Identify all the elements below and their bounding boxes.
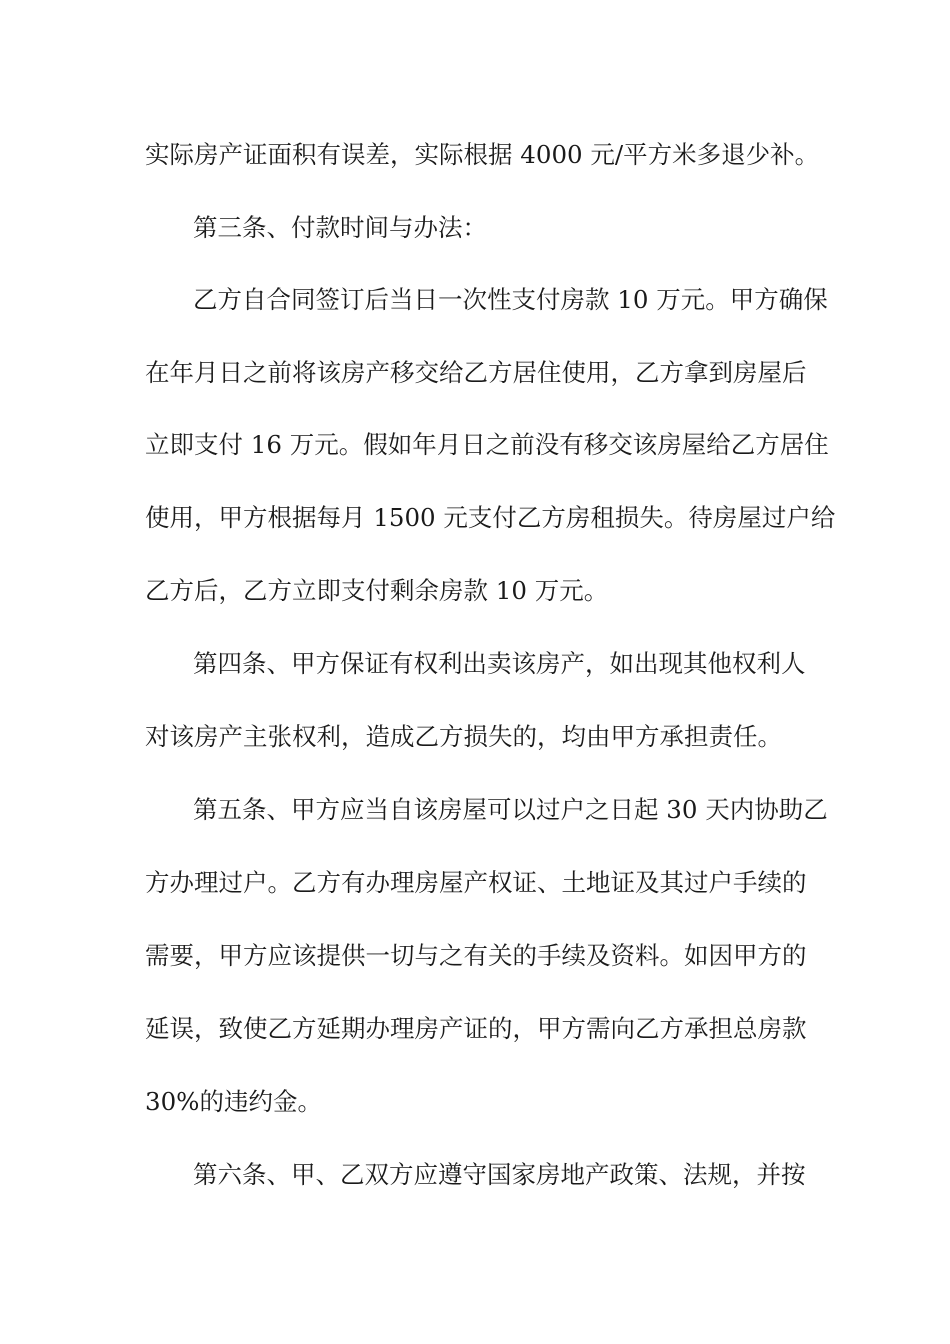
clause-heading-6: 第六条、甲、乙双方应遵守国家房地产政策、法规，并按 (193, 1160, 806, 1189)
body-text-line: 乙方后，乙方立即支付剩余房款 10 万元。 (145, 576, 609, 605)
body-text-line: 方办理过户。乙方有办理房屋产权证、土地证及其过户手续的 (145, 868, 807, 897)
body-text-line: 30%的违约金。 (145, 1087, 322, 1116)
body-text-line: 在年月日之前将该房产移交给乙方居住使用，乙方拿到房屋后 (145, 358, 807, 387)
body-text-line: 延误，致使乙方延期办理房产证的，甲方需向乙方承担总房款 (145, 1014, 807, 1043)
clause-heading-5: 第五条、甲方应当自该房屋可以过户之日起 30 天内协助乙 (193, 795, 828, 824)
body-text-line: 乙方自合同签订后当日一次性支付房款 10 万元。甲方确保 (193, 285, 828, 314)
body-text-line: 对该房产主张权利，造成乙方损失的，均由甲方承担责任。 (145, 722, 782, 751)
body-text-line: 使用，甲方根据每月 1500 元支付乙方房租损失。待房屋过户给 (145, 503, 836, 532)
body-text-line: 实际房产证面积有误差，实际根据 4000 元/平方米多退少补。 (145, 140, 820, 169)
clause-heading-3: 第三条、付款时间与办法： (193, 213, 487, 242)
body-text-line: 立即支付 16 万元。假如年月日之前没有移交该房屋给乙方居住 (145, 430, 829, 459)
body-text-line: 需要，甲方应该提供一切与之有关的手续及资料。如因甲方的 (145, 941, 807, 970)
clause-heading-4: 第四条、甲方保证有权利出卖该房产，如出现其他权利人 (193, 649, 806, 678)
